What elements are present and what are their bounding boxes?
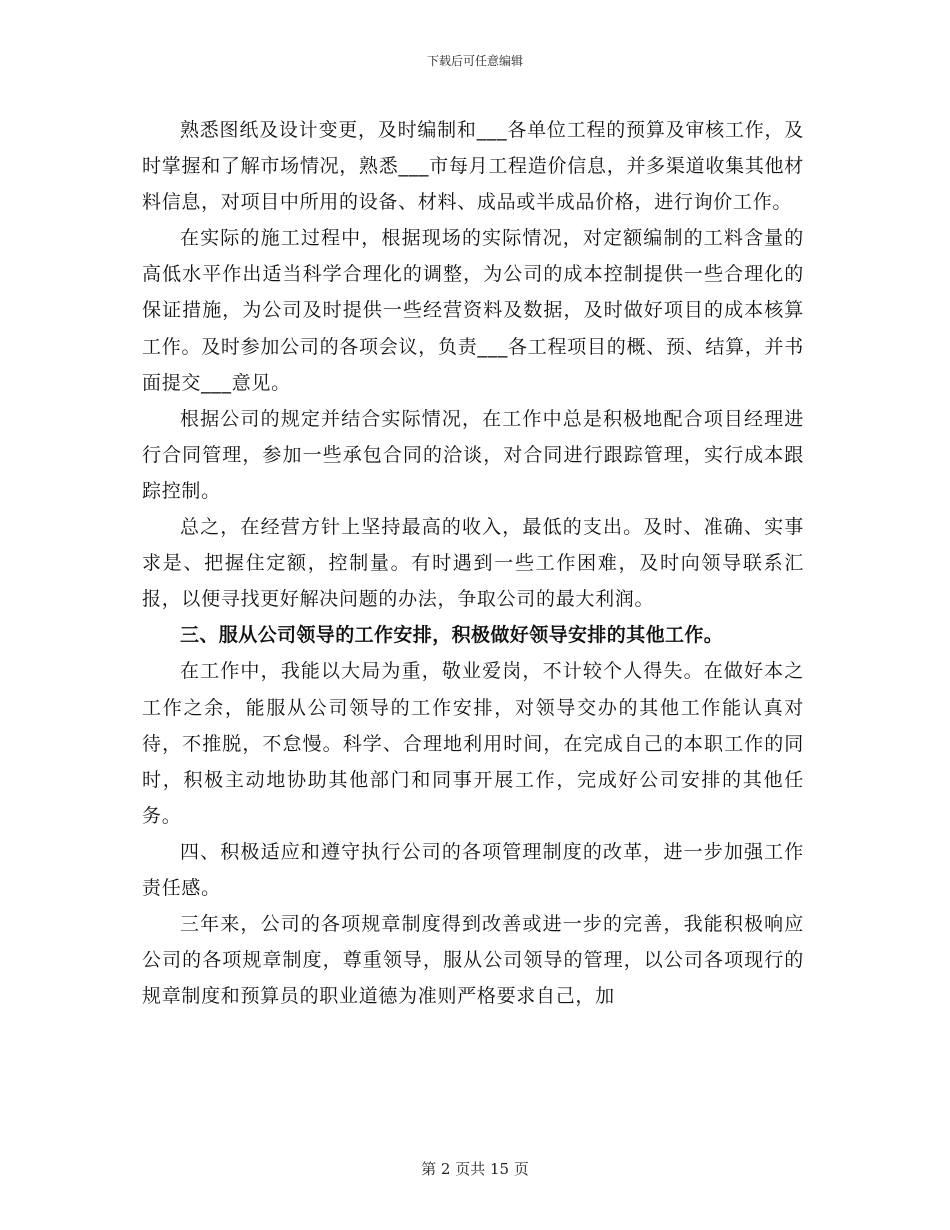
paragraph-regulations: 三年来，公司的各项规章制度得到改善或进一步的完善，我能积极响应公司的各项规章制度，尊重领导，服从公司领导的管理，以公司各项现行的规章制度和预算员的职业道德为准则严格要求自己，加 — [142, 913, 804, 1008]
page-header: 下载后可任意编辑 — [426, 54, 523, 68]
section-heading-four: 四、积极适应和遵守执行公司的各项管理制度的改革，进一步加强工作责任感。 — [142, 840, 804, 899]
page-footer: 第 2 页共 15 页 — [421, 1160, 529, 1178]
paragraph-contract-management: 根据公司的规定并结合实际情况，在工作中总是积极地配合项目经理进行合同管理，参加一些承包合同的洽谈，对合同进行跟踪管理，实行成本跟踪控制。 — [142, 407, 804, 502]
paragraph-teamwork: 在工作中，我能以大局为重，敬业爱岗，不计较个人得失。在做好本之工作之余，能服从公司领导的工作安排，对领导交办的其他工作能认真对待，不推脱，不怠慢。科学、合理地利用时间，在完成自己的本职工作的同时，积极主动地协助其他部门和同事开展工作，完成好公司安排的其他任务。 — [142, 660, 804, 827]
document-body — [142, 112, 804, 1014]
paragraph-cost-control: 在实际的施工过程中，根据现场的实际情况，对定额编制的工料含量的高低水平作出适当科学合理化的调整，为公司的成本控制提供一些合理化的保证措施，为公司及时提供一些经营资料及数据，及时做好项目的成本核算工作。及时参加公司的各项会议，负责___各工程项目的概、预、结算，并书面提交___意见。 — [142, 227, 804, 394]
section-heading-three: 三、服从公司领导的工作安排，积极做好领导安排的其他工作。 — [180, 624, 724, 647]
paragraph-budget-review: 熟悉图纸及设计变更，及时编制和___各单位工程的预算及审核工作，及时掌握和了解市场情况，熟悉___市每月工程造价信息，并多渠道收集其他材料信息，对项目中所用的设备、材料、成品或半成品价格，进行询价工作。 — [142, 119, 804, 214]
paragraph-summary: 总之，在经营方针上坚持最高的收入，最低的支出。及时、准确、实事求是、把握住定额，控制量。有时遇到一些工作困难，及时向领导联系汇报，以便寻找更好解决问题的办法，争取公司的最大利润。 — [142, 516, 804, 611]
